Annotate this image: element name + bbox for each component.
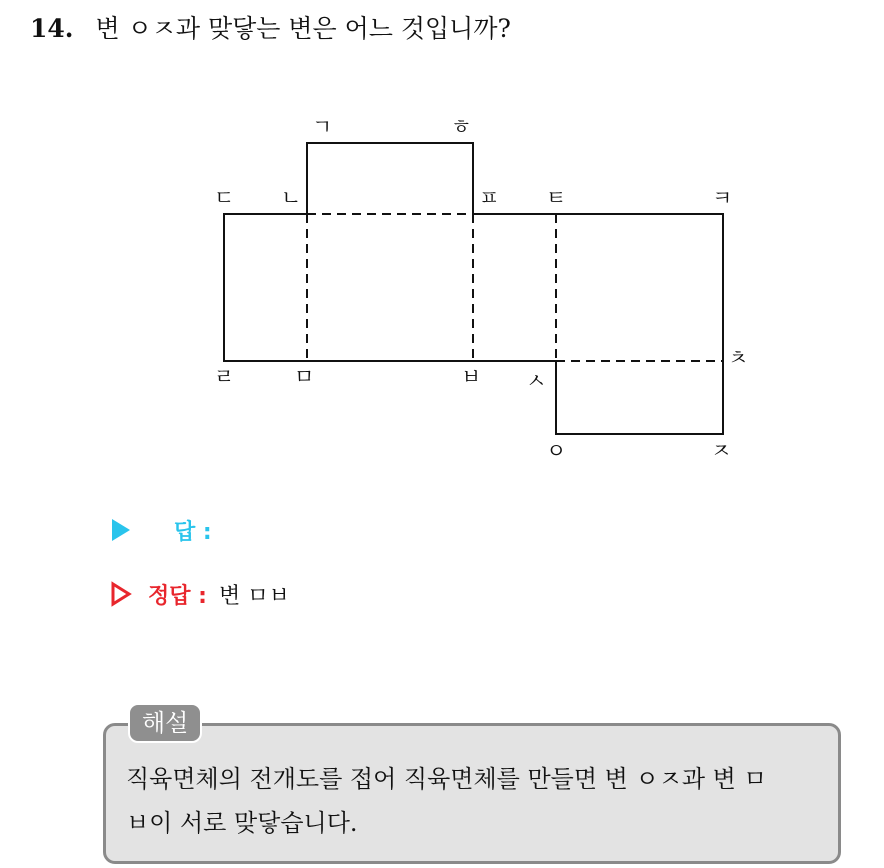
answer-row	[110, 514, 212, 546]
vertex-label-h: ㅎ	[451, 115, 472, 139]
vertex-label-o: ㅇ	[546, 439, 567, 463]
answer-label: 답 :	[174, 519, 212, 545]
explanation-tab: 해설	[128, 703, 202, 743]
correct-answer-value: 변 ㅁㅂ	[218, 583, 290, 609]
play-triangle-icon	[110, 517, 132, 543]
outline-triangle-icon	[110, 581, 132, 607]
vertex-label-j: ㅈ	[711, 439, 732, 463]
question-number: 14.	[30, 14, 74, 43]
vertex-label-n: ㄴ	[281, 186, 302, 210]
explanation-line-2: ㅂ이 서로 맞닿습니다.	[126, 809, 358, 837]
explanation-text	[126, 757, 826, 845]
vertex-label-m: ㅁ	[294, 365, 315, 389]
vertex-label-r: ㄹ	[214, 365, 235, 389]
question-text: 변 ㅇㅈ과 맞닿는 변은 어느 것입니까?	[95, 14, 511, 43]
explanation-line-1: 직육면체의 전개도를 접어 직육면체를 만들면 변 ㅇㅈ과 변 ㅁ	[126, 765, 767, 793]
correct-answer-row	[110, 578, 290, 610]
vertex-label-c: ㅊ	[728, 346, 749, 370]
vertex-label-t: ㅌ	[546, 186, 567, 210]
vertex-label-b: ㅂ	[461, 365, 482, 389]
correct-answer-label: 정답 :	[148, 583, 207, 609]
vertex-label-s: ㅅ	[526, 369, 547, 393]
vertex-label-k: ㅋ	[712, 186, 733, 210]
vertex-label-g: ㄱ	[312, 115, 333, 139]
vertex-label-p: ㅍ	[479, 186, 500, 210]
vertex-label-d: ㄷ	[214, 186, 235, 210]
